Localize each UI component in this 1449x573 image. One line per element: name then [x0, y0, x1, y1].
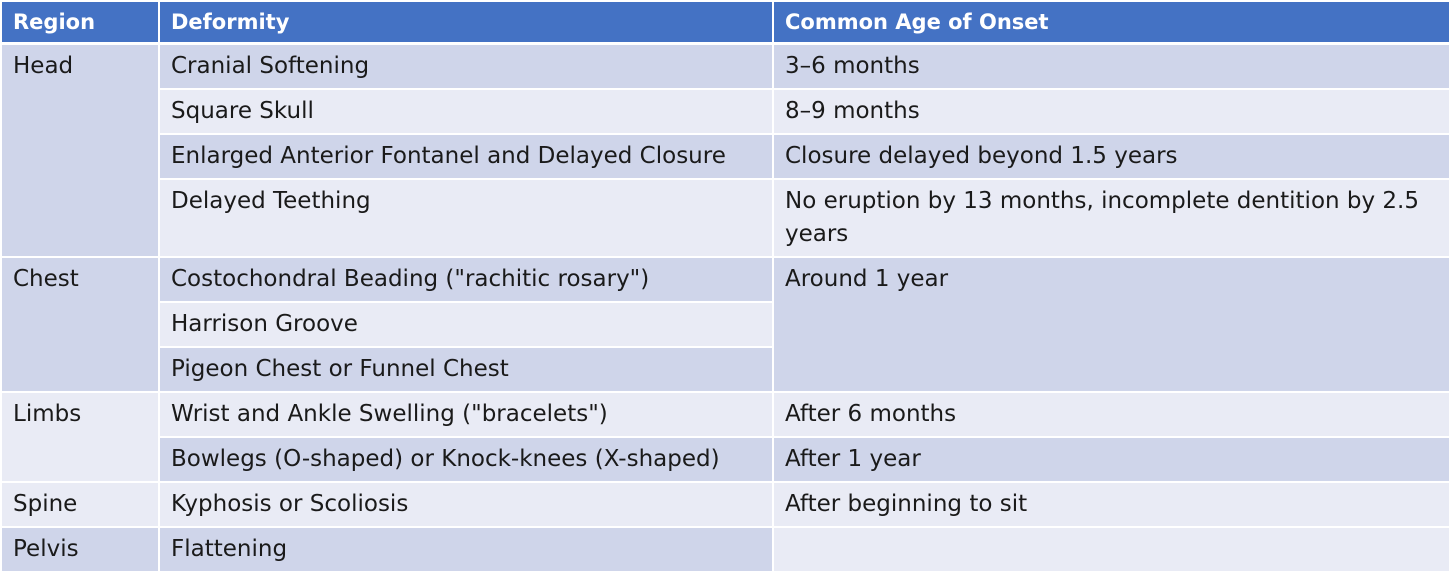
region-cell: Pelvis [1, 527, 159, 572]
table-row [1, 392, 1449, 437]
header-age-of-onset: Common Age of Onset [773, 1, 1449, 44]
deformity-cell: Flattening [159, 527, 773, 572]
deformity-cell: Enlarged Anterior Fontanel and Delayed Closure [159, 134, 773, 179]
table-row [1, 527, 1449, 572]
region-cell: Limbs [1, 392, 159, 482]
deformity-cell: Square Skull [159, 89, 773, 134]
onset-cell: After beginning to sit [773, 482, 1449, 527]
deformity-cell: Wrist and Ankle Swelling ("bracelets") [159, 392, 773, 437]
onset-cell [773, 527, 1449, 572]
onset-cell: Closure delayed beyond 1.5 years [773, 134, 1449, 179]
header-region: Region [1, 1, 159, 44]
deformity-cell: Cranial Softening [159, 44, 773, 90]
table-row [1, 44, 1449, 90]
onset-cell: Around 1 year [773, 257, 1449, 392]
onset-cell: 3–6 months [773, 44, 1449, 90]
table-header-row [1, 1, 1449, 44]
deformity-cell: Bowlegs (O-shaped) or Knock-knees (X-shaped) [159, 437, 773, 482]
deformity-cell: Harrison Groove [159, 302, 773, 347]
onset-cell: No eruption by 13 months, incomplete dentition by 2.5 years [773, 179, 1449, 257]
onset-cell: 8–9 months [773, 89, 1449, 134]
deformity-cell: Costochondral Beading ("rachitic rosary") [159, 257, 773, 302]
table-row [1, 482, 1449, 527]
deformity-cell: Pigeon Chest or Funnel Chest [159, 347, 773, 392]
table-row [1, 179, 1449, 257]
region-cell: Spine [1, 482, 159, 527]
onset-cell: After 6 months [773, 392, 1449, 437]
table-row [1, 134, 1449, 179]
table-row [1, 437, 1449, 482]
table-row [1, 89, 1449, 134]
table-row [1, 257, 1449, 302]
onset-cell: After 1 year [773, 437, 1449, 482]
header-deformity: Deformity [159, 1, 773, 44]
region-cell: Head [1, 44, 159, 258]
deformity-cell: Delayed Teething [159, 179, 773, 257]
deformity-cell: Kyphosis or Scoliosis [159, 482, 773, 527]
region-cell: Chest [1, 257, 159, 392]
